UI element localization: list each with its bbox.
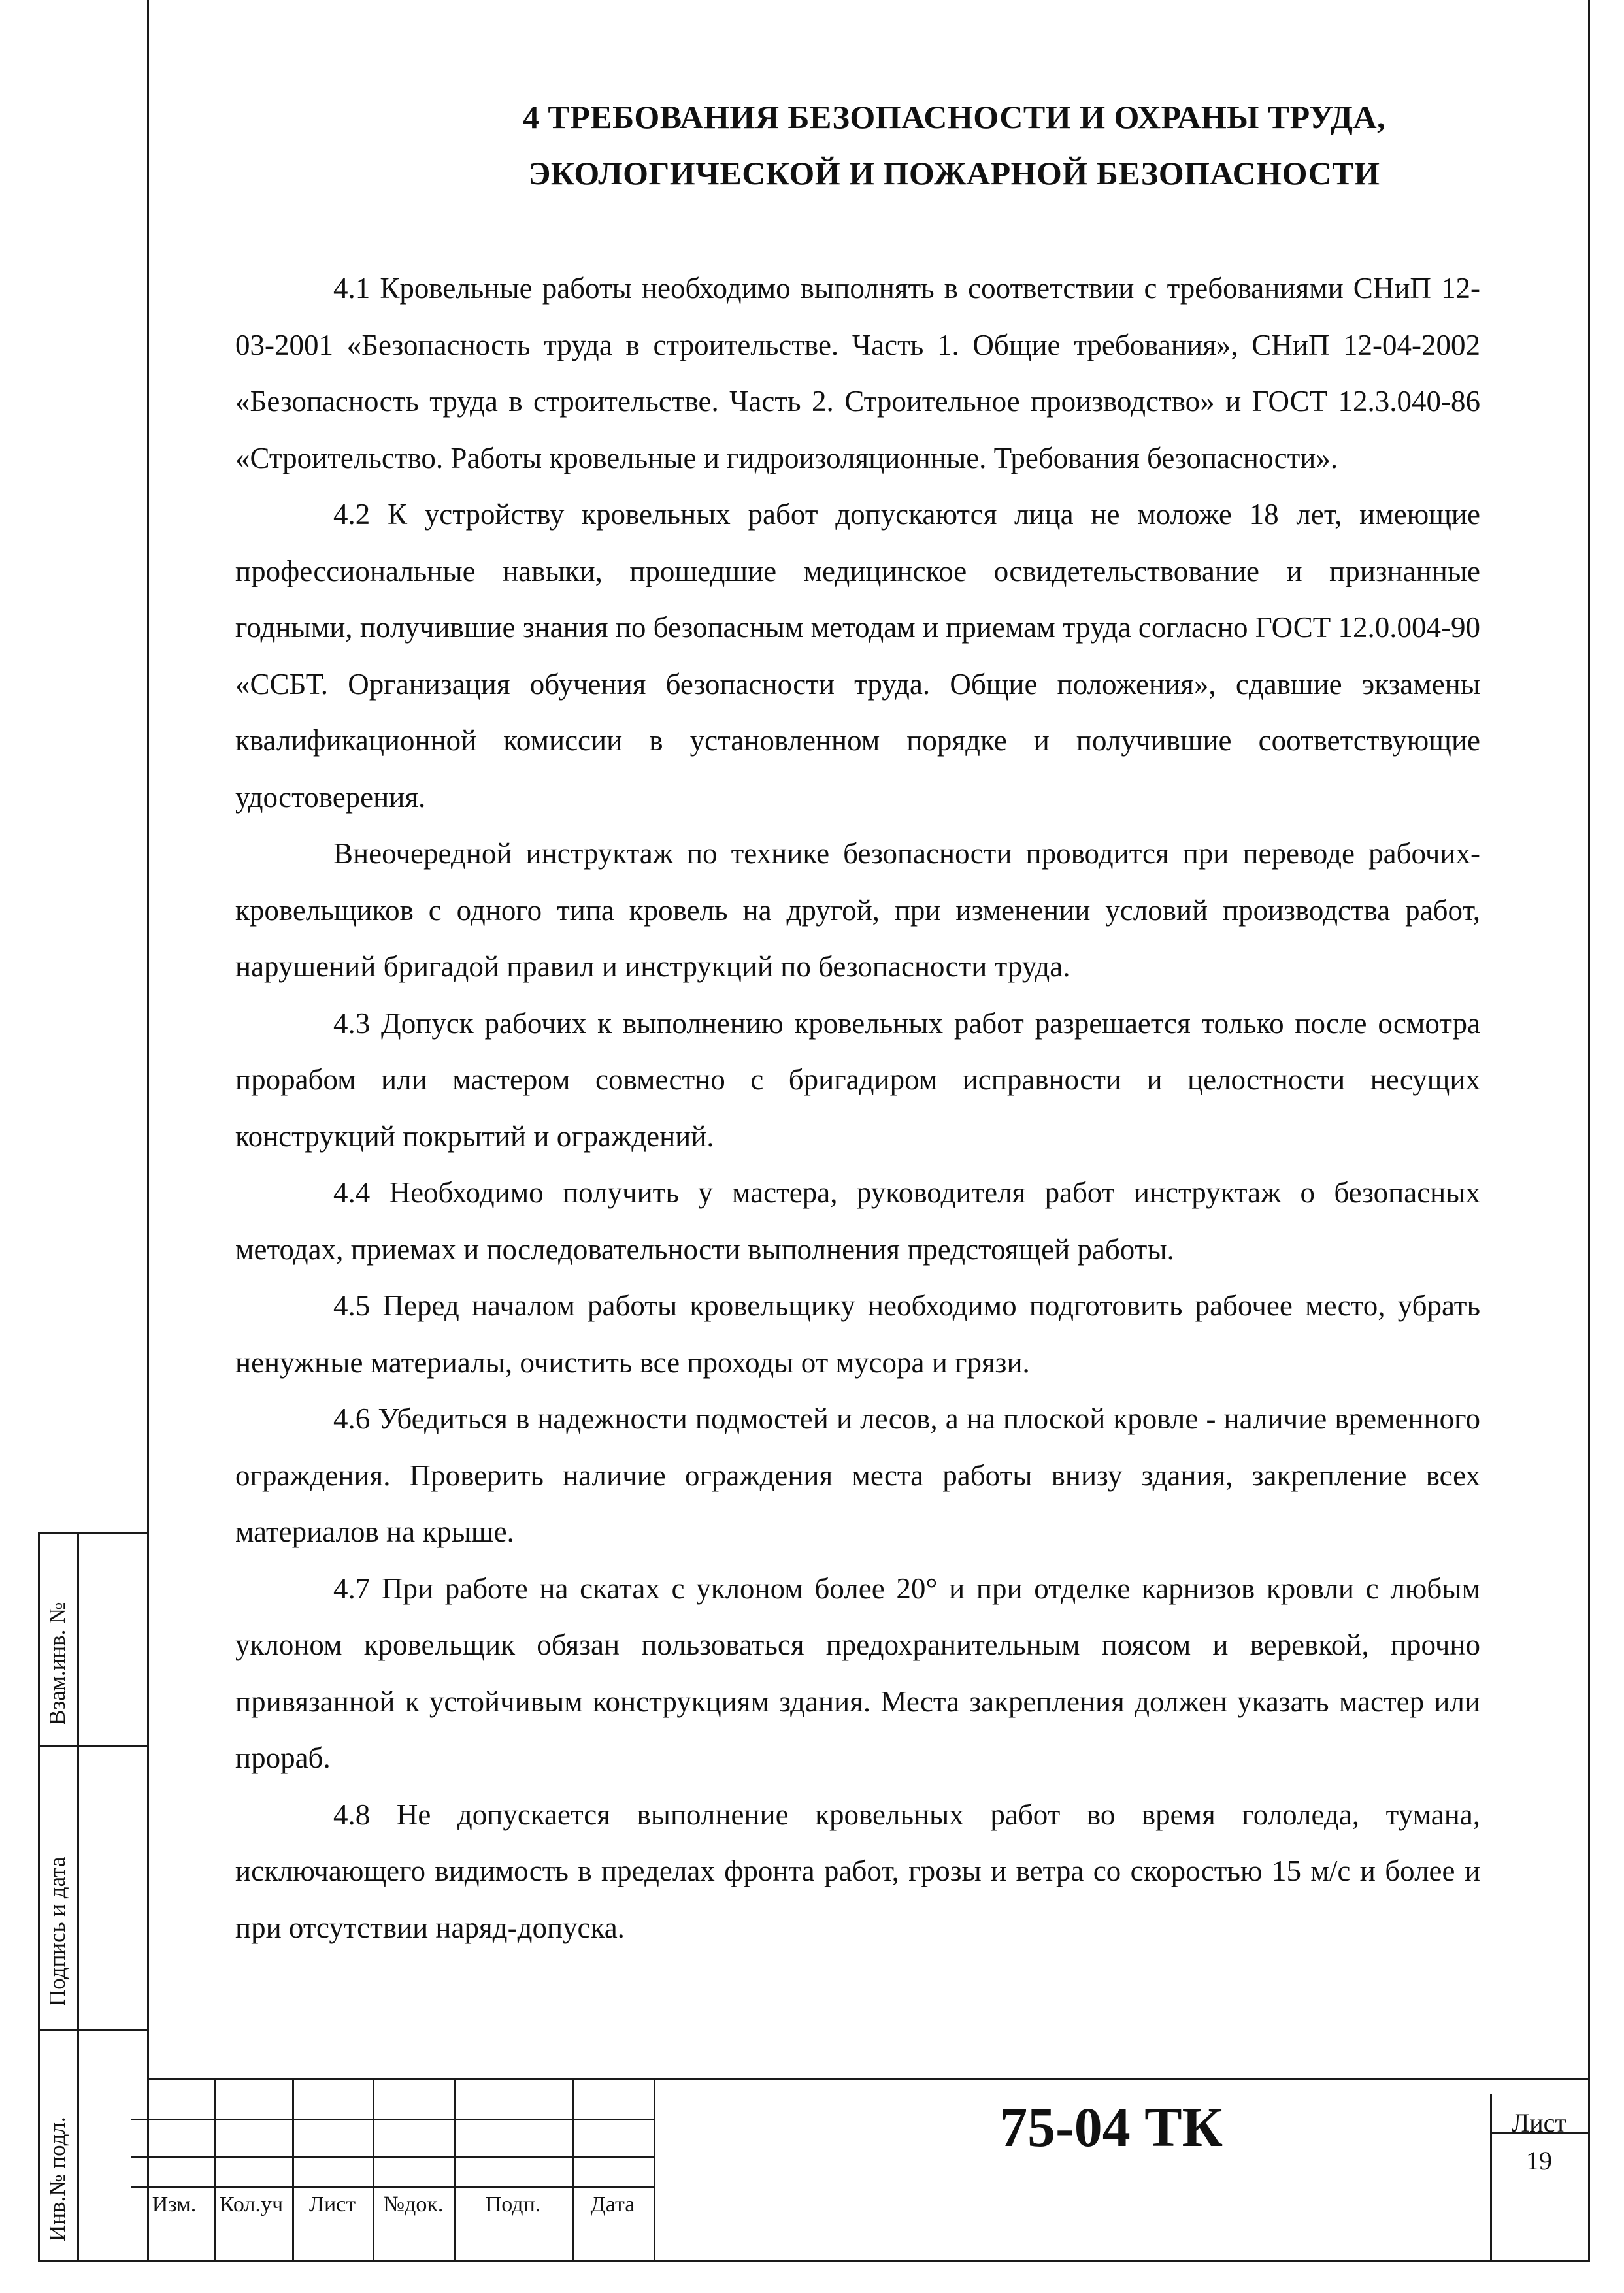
stamp-row-line-2 [131, 2156, 654, 2158]
vzam-inv-label: Взам.инв. № [44, 1602, 70, 1725]
left-frame-line [147, 0, 149, 2261]
stamp-col-line-4 [454, 2078, 456, 2261]
right-frame-line [1588, 0, 1590, 2261]
stamp-col-podp: Подп. [485, 2192, 541, 2217]
sheet-cell-left-line [1490, 2094, 1492, 2261]
section-heading-line1: 4 ТРЕБОВАНИЯ БЕЗОПАСНОСТИ И ОХРАНЫ ТРУДА, [522, 99, 1386, 135]
paragraph-4-7: 4.7 При работе на скатах с уклоном более 20° и при отделке карнизов кровли с любым уклоном кровельщик обязан пользоваться предохранительным поясом и веревкой, прочно привязанной к устойчивым конструкциям здания. Места закрепления должен указать мастер или прораб. [235, 1572, 1480, 1774]
side-margin-outer-line [38, 1532, 40, 2261]
stamp-col-data: Дата [590, 2192, 635, 2217]
bottom-frame-line [38, 2260, 1590, 2262]
stamp-col-line-1 [214, 2078, 216, 2261]
side-margin-divider-2 [38, 2029, 149, 2031]
side-margin-top-line [38, 1532, 149, 1534]
paragraph-4-5: 4.5 Перед началом работы кровельщику необходимо подготовить рабочее место, убрать ненужные материалы, очистить все проходы от мусора и грязи. [235, 1289, 1480, 1379]
stamp-col-kol-uch: Кол.уч [219, 2192, 284, 2217]
stamp-col-line-2 [292, 2078, 294, 2261]
stamp-col-line-5 [572, 2078, 574, 2261]
side-margin-inner-line [77, 1532, 79, 2261]
stamp-col-list: Лист [308, 2192, 356, 2217]
paragraph-4-4: 4.4 Необходимо получить у мастера, руководителя работ инструктаж о безопасных методах, приемах и последовательности выполнения предстоящей работы. [235, 1176, 1480, 1266]
stamp-row-line-3 [131, 2186, 654, 2188]
stamp-col-ndok: №док. [383, 2192, 444, 2217]
side-margin-divider-1 [38, 1745, 149, 1747]
stamp-row-line-1 [131, 2119, 654, 2120]
stamp-top-line [147, 2078, 1590, 2080]
stamp-col-line-3 [373, 2078, 374, 2261]
paragraph-4-6: 4.6 Убедиться в надежности подмостей и лесов, а на плоской кровле - наличие временного ограждения. Проверить наличие ограждения места работы внизу здания, закрепление всех материалов на крыше. [235, 1402, 1480, 1548]
podpis-data-label: Подпись и дата [44, 1856, 70, 2006]
sheet-label: Лист [1512, 2108, 1566, 2137]
stamp-col-izm: Изм. [152, 2192, 197, 2217]
paragraph-4-2: 4.2 К устройству кровельных работ допускаются лица не моложе 18 лет, имеющие профессиональные навыки, прошедшие медицинское освидетельствование и признанные годными, получившие знания по безопасным методам и приемам труда согласно ГОСТ 12.0.004-90 «ССБТ. Организация обучения безопасности труда. Общие положения», сдавшие экзамены квалификационной комиссии в установленном порядке и получившие соответствующие удостоверения. [235, 498, 1480, 814]
body-text [235, 260, 1480, 1956]
stamp-col-line-6 [654, 2078, 655, 2261]
sheet-number: 19 [1526, 2146, 1552, 2175]
section-heading-line2: ЭКОЛОГИЧЕСКОЙ И ПОЖАРНОЙ БЕЗОПАСНОСТИ [528, 155, 1380, 191]
paragraph-4-3: 4.3 Допуск рабочих к выполнению кровельных работ разрешается только после осмотра прорабом или мастером совместно с бригадиром исправности и целостности несущих конструкций покрытий и ограждений. [235, 1006, 1480, 1153]
paragraph-4-1: 4.1 Кровельные работы необходимо выполнять в соответствии с требованиями СНиП 12-03-2001 «Безопасность труда в строительстве. Часть 1. Общие требования», СНиП 12-04-2002 «Безопасность труда в строительстве. Часть 2. Строительное производство» и ГОСТ 12.3.040-86 «Строительство. Работы кровельные и гидроизоляционные. Требования безопасности». [235, 272, 1480, 474]
paragraph-4-8: 4.8 Не допускается выполнение кровельных работ во время гололеда, тумана, исключающего видимость в пределах фронта работ, грозы и ветра со скоростью 15 м/с и более и при отсутствии наряд-допуска. [235, 1798, 1480, 1944]
inv-podl-label: Инв.№ подл. [44, 2117, 70, 2241]
document-code: 75-04 ТК [999, 2096, 1223, 2158]
paragraph-extra-instruction: Внеочередной инструктаж по технике безопасности проводится при переводе рабочих-кровельщиков с одного типа кровель на другой, при изменении условий производства работ, нарушений бригадой правил и инструкций по безопасности труда. [235, 837, 1480, 983]
